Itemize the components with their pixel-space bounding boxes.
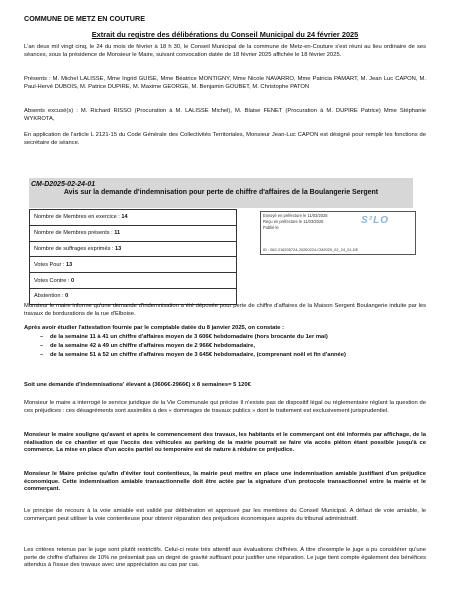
vote-row [30, 257, 237, 273]
vote-label: Abstention : [34, 293, 66, 300]
vote-cell [30, 210, 237, 226]
stamp-id: ID : 062-216205724-20250224-CM2025_02_24_01-DE [263, 247, 359, 252]
stamp-received: Reçu en préfecture le 11/03/2025 [263, 219, 324, 224]
commune-name: COMMUNE DE METZ EN COUTURE [24, 14, 145, 23]
document-title: Extrait du registre des délibérations du Conseil Municipal du 24 février 2025 [91, 30, 359, 39]
vote-cell [30, 225, 237, 241]
vote-value: 11 [114, 230, 121, 237]
act-reference: CM-D2025-02-24-01 [31, 181, 96, 188]
stamp-published: Publié le [263, 225, 279, 230]
vote-cell [30, 241, 237, 257]
presents-paragraph: Présents : M. Michel LALISSE, Mme Ingrid GUISE, Mme Béatrice MONTIGNY, Mme Nicole NAVARRO, Mme Patricia PAMART, M. Jean Luc CAPON, M. Paul-Hervé DUBOIS, M. Patrice DUPIRE, M. Maxime GEORGE, M. Benjamin GOUBET, M. Christophe PATON [24, 76, 426, 90]
paragraph-2: Après avoir étudier l'attestation fournie par le comptable datée du 8 janvier 2025, on constate : [24, 325, 285, 331]
secretaire-paragraph: En application de l'article L 2121-15 du Code Générale des Collectivités Territoriales, Monsieur Jean-Luc CAPON est désigné pour remplir les fonctions de secrétaire de séance. [24, 132, 426, 146]
paragraph-7: Le principe de recours à la voie amiable est validé par délibération et approuvé par les membres du Conseil Municipal. A défaut de voie amiable, le commerçant peut utiliser la voie contentieuse pour obtenir réparation des préjudices économiques auprès du tribunal administratif. [24, 508, 426, 522]
vote-value: 0 [65, 293, 69, 300]
absents-paragraph: Absents excusé(s) : M. Richard RISSO (Procuration à M. LALISSE Michel), M. Blaise FENET (Procuration à M. DUPIRE Patrice) Mme Stéphanie WYKROTA, [24, 108, 426, 122]
intro-paragraph: L'an deux mil vingt cinq, le 24 du mois de février à 18 h 30, le Conseil Municipal de la commune de Metz-en-Couture s'est réuni au lieu ordinaire de ses séances, sous la présidence de Monsieur le Maire, suivant convocation datée de 18 février 2025 affichée le 18 février 2025. [24, 44, 426, 58]
slo-logo: S²LO [361, 215, 389, 226]
paragraph-5: Monsieur le maire souligne qu'avant et après le commencement des travaux, les habitants et le commerçant ont été informés par affichage, de la réalisation de ce chantier et que l'accès des véhicules au parking de la mairie pourrait se faire via accès piéton étant possible jusqu'à ce commerce. La mise en place d'un accès partiel ou temporaire est de nature à réduire ce préjudice. [24, 432, 426, 453]
vote-row [30, 288, 237, 304]
vote-value: 13 [66, 261, 73, 268]
paragraph-1: Monsieur le maire informe qu'une demande d'indemnisation a été déposée pour perte de chiffre d'affaires de la Maison Sergent Boulangerie induite par les travaux de bordurations de la rue d'Elboise. [24, 303, 426, 317]
act-subject: Avis sur la demande d'indemnisation pour perte de chiffre d'affaires de la Boulangerie Sergent [63, 189, 379, 196]
vote-cell [30, 288, 237, 304]
vote-row [30, 225, 237, 241]
vote-value: 13 [115, 245, 122, 252]
vote-label: Nombre de Membres en exercice : [34, 214, 122, 221]
vote-value: 0 [71, 277, 75, 284]
vote-row [30, 210, 237, 226]
paragraph-3: Soit une demande d'indemnisations' élevant à (3606€-2966€) x 8 semaines= 5 120€ [24, 382, 251, 388]
vote-label: Votes Pour : [34, 261, 67, 268]
stamp-sent: Envoyé en préfecture le 11/03/2025 [263, 213, 328, 218]
vote-cell [30, 273, 237, 289]
prefecture-stamp [260, 211, 416, 255]
vote-label: Votes Contre : [34, 277, 72, 284]
vote-row [30, 241, 237, 257]
paragraph-8: Les critères retenus par le juge sont plutôt restrictifs. Celui-ci reste très attentif aux évaluations chiffrées. A titre d'exemple le juge a pu considérer qu'une perte de chiffre d'affaires de 10% ne présentait pas un degré de gravité suffisant pour justifier une réparation. Le juge tient compte également des bénéfices attendus à l'issue des travaux avec une appréciation au cas par cas. [24, 547, 426, 568]
vote-row [30, 273, 237, 289]
act-header [29, 178, 413, 208]
votes-table [29, 209, 237, 305]
paragraph-4: Monsieur le maire a interrogé le service juridique de la Vie Communale qui précise Il n'existe pas de dispositif légal ou réglementaire réglant la question de ces préjudices : ces désagréments sont assimilés à des « dommages de travaux publics » dont le traitement est exclusivement jurisprudentiel. [24, 400, 426, 414]
bullet-item: – de la semaine 42 à 49 un chiffre d'affaires moyen de 2 966€ hebdomadaire, [40, 343, 255, 349]
vote-value: 14 [121, 214, 128, 221]
bullet-item: – de la semaine 51 à 52 un chiffre d'affaires moyen de 3 645€ hebdomadaire, (comprenant noël et fin d'année) [40, 352, 346, 358]
vote-cell [30, 257, 237, 273]
vote-label: Nombre de suffrages exprimés : [34, 245, 116, 252]
bullet-item: – de la semaine 11 à 41 un chiffre d'affaires moyen de 3 606€ hebdomadaire (hors brocante du 1er mai) [40, 334, 328, 340]
vote-label: Nombre de Membres présents : [34, 230, 115, 237]
paragraph-6: Monsieur le Maire précise qu'afin d'éviter tout contentieux, la mairie peut mettre en place une indemnisation amiable justifiant d'un préjudice économique. Cette indemnisation amiable transactionnelle doit être actée par la signature d'un protocole transactionnel entre la mairie et le commerçant. [24, 471, 426, 492]
